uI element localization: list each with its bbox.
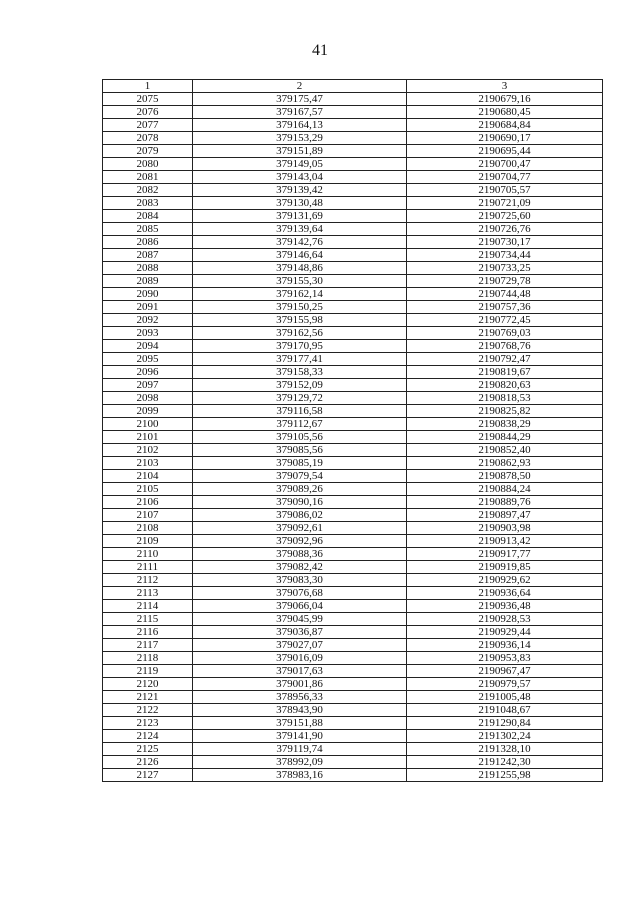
y-coordinate-cell: 2190772,45 bbox=[407, 314, 603, 327]
table-row bbox=[103, 106, 603, 119]
y-coordinate-cell: 2190734,44 bbox=[407, 249, 603, 262]
table-row bbox=[103, 626, 603, 639]
point-number-cell: 2127 bbox=[103, 769, 193, 782]
y-coordinate-cell: 2190700,47 bbox=[407, 158, 603, 171]
point-number-cell: 2112 bbox=[103, 574, 193, 587]
x-coordinate-cell: 379027,07 bbox=[193, 639, 407, 652]
y-coordinate-cell: 2191005,48 bbox=[407, 691, 603, 704]
point-number-cell: 2095 bbox=[103, 353, 193, 366]
x-coordinate-cell: 379045,99 bbox=[193, 613, 407, 626]
point-number-cell: 2104 bbox=[103, 470, 193, 483]
table-row bbox=[103, 717, 603, 730]
x-coordinate-cell: 379085,56 bbox=[193, 444, 407, 457]
x-coordinate-cell: 379131,69 bbox=[193, 210, 407, 223]
table-row bbox=[103, 756, 603, 769]
table-row bbox=[103, 236, 603, 249]
point-number-cell: 2082 bbox=[103, 184, 193, 197]
column-header-2: 2 bbox=[193, 80, 407, 93]
y-coordinate-cell: 2190705,57 bbox=[407, 184, 603, 197]
x-coordinate-cell: 379089,26 bbox=[193, 483, 407, 496]
x-coordinate-cell: 379139,42 bbox=[193, 184, 407, 197]
x-coordinate-cell: 379086,02 bbox=[193, 509, 407, 522]
table-row bbox=[103, 483, 603, 496]
y-coordinate-cell: 2190884,24 bbox=[407, 483, 603, 496]
point-number-cell: 2076 bbox=[103, 106, 193, 119]
x-coordinate-cell: 379105,56 bbox=[193, 431, 407, 444]
y-coordinate-cell: 2190953,83 bbox=[407, 652, 603, 665]
point-number-cell: 2087 bbox=[103, 249, 193, 262]
y-coordinate-cell: 2191048,67 bbox=[407, 704, 603, 717]
point-number-cell: 2118 bbox=[103, 652, 193, 665]
point-number-cell: 2080 bbox=[103, 158, 193, 171]
point-number-cell: 2102 bbox=[103, 444, 193, 457]
x-coordinate-cell: 379129,72 bbox=[193, 392, 407, 405]
table-row bbox=[103, 613, 603, 626]
y-coordinate-cell: 2190967,47 bbox=[407, 665, 603, 678]
point-number-cell: 2125 bbox=[103, 743, 193, 756]
x-coordinate-cell: 379167,57 bbox=[193, 106, 407, 119]
x-coordinate-cell: 379142,76 bbox=[193, 236, 407, 249]
point-number-cell: 2121 bbox=[103, 691, 193, 704]
y-coordinate-cell: 2191290,84 bbox=[407, 717, 603, 730]
y-coordinate-cell: 2190726,76 bbox=[407, 223, 603, 236]
x-coordinate-cell: 379148,86 bbox=[193, 262, 407, 275]
table-row bbox=[103, 288, 603, 301]
table-row bbox=[103, 587, 603, 600]
table-row bbox=[103, 314, 603, 327]
page-number: 41 bbox=[312, 42, 328, 59]
y-coordinate-cell: 2191302,24 bbox=[407, 730, 603, 743]
y-coordinate-cell: 2190928,53 bbox=[407, 613, 603, 626]
x-coordinate-cell: 379036,87 bbox=[193, 626, 407, 639]
x-coordinate-cell: 379112,67 bbox=[193, 418, 407, 431]
table-row bbox=[103, 418, 603, 431]
point-number-cell: 2106 bbox=[103, 496, 193, 509]
x-coordinate-cell: 379151,88 bbox=[193, 717, 407, 730]
y-coordinate-cell: 2190725,60 bbox=[407, 210, 603, 223]
y-coordinate-cell: 2190919,85 bbox=[407, 561, 603, 574]
table-row bbox=[103, 509, 603, 522]
y-coordinate-cell: 2190819,67 bbox=[407, 366, 603, 379]
table-row bbox=[103, 223, 603, 236]
y-coordinate-cell: 2190897,47 bbox=[407, 509, 603, 522]
point-number-cell: 2123 bbox=[103, 717, 193, 730]
y-coordinate-cell: 2190680,45 bbox=[407, 106, 603, 119]
y-coordinate-cell: 2190679,16 bbox=[407, 93, 603, 106]
y-coordinate-cell: 2190730,17 bbox=[407, 236, 603, 249]
y-coordinate-cell: 2190684,84 bbox=[407, 119, 603, 132]
point-number-cell: 2081 bbox=[103, 171, 193, 184]
table-row bbox=[103, 353, 603, 366]
point-number-cell: 2126 bbox=[103, 756, 193, 769]
point-number-cell: 2098 bbox=[103, 392, 193, 405]
table-row bbox=[103, 574, 603, 587]
table-row bbox=[103, 210, 603, 223]
point-number-cell: 2097 bbox=[103, 379, 193, 392]
point-number-cell: 2099 bbox=[103, 405, 193, 418]
table-row bbox=[103, 327, 603, 340]
x-coordinate-cell: 378992,09 bbox=[193, 756, 407, 769]
coordinates-table bbox=[102, 79, 603, 782]
x-coordinate-cell: 379092,61 bbox=[193, 522, 407, 535]
table-row bbox=[103, 470, 603, 483]
point-number-cell: 2096 bbox=[103, 366, 193, 379]
table-row bbox=[103, 444, 603, 457]
point-number-cell: 2078 bbox=[103, 132, 193, 145]
x-coordinate-cell: 379164,13 bbox=[193, 119, 407, 132]
table-row bbox=[103, 548, 603, 561]
y-coordinate-cell: 2190929,44 bbox=[407, 626, 603, 639]
y-coordinate-cell: 2191242,30 bbox=[407, 756, 603, 769]
point-number-cell: 2089 bbox=[103, 275, 193, 288]
point-number-cell: 2086 bbox=[103, 236, 193, 249]
x-coordinate-cell: 379162,56 bbox=[193, 327, 407, 340]
table-row bbox=[103, 665, 603, 678]
y-coordinate-cell: 2190979,57 bbox=[407, 678, 603, 691]
y-coordinate-cell: 2190733,25 bbox=[407, 262, 603, 275]
table-row bbox=[103, 93, 603, 106]
point-number-cell: 2091 bbox=[103, 301, 193, 314]
point-number-cell: 2124 bbox=[103, 730, 193, 743]
y-coordinate-cell: 2190768,76 bbox=[407, 340, 603, 353]
x-coordinate-cell: 379116,58 bbox=[193, 405, 407, 418]
x-coordinate-cell: 379088,36 bbox=[193, 548, 407, 561]
point-number-cell: 2122 bbox=[103, 704, 193, 717]
point-number-cell: 2084 bbox=[103, 210, 193, 223]
x-coordinate-cell: 379170,95 bbox=[193, 340, 407, 353]
y-coordinate-cell: 2190936,64 bbox=[407, 587, 603, 600]
point-number-cell: 2105 bbox=[103, 483, 193, 496]
table-row bbox=[103, 184, 603, 197]
y-coordinate-cell: 2190917,77 bbox=[407, 548, 603, 561]
y-coordinate-cell: 2190889,76 bbox=[407, 496, 603, 509]
table-row bbox=[103, 366, 603, 379]
y-coordinate-cell: 2190878,50 bbox=[407, 470, 603, 483]
x-coordinate-cell: 379155,98 bbox=[193, 314, 407, 327]
y-coordinate-cell: 2190820,63 bbox=[407, 379, 603, 392]
x-coordinate-cell: 379150,25 bbox=[193, 301, 407, 314]
point-number-cell: 2090 bbox=[103, 288, 193, 301]
y-coordinate-cell: 2190825,82 bbox=[407, 405, 603, 418]
point-number-cell: 2077 bbox=[103, 119, 193, 132]
x-coordinate-cell: 379143,04 bbox=[193, 171, 407, 184]
point-number-cell: 2113 bbox=[103, 587, 193, 600]
point-number-cell: 2109 bbox=[103, 535, 193, 548]
table-row bbox=[103, 600, 603, 613]
table-row bbox=[103, 171, 603, 184]
x-coordinate-cell: 379090,16 bbox=[193, 496, 407, 509]
y-coordinate-cell: 2190695,44 bbox=[407, 145, 603, 158]
x-coordinate-cell: 379001,86 bbox=[193, 678, 407, 691]
point-number-cell: 2093 bbox=[103, 327, 193, 340]
x-coordinate-cell: 379083,30 bbox=[193, 574, 407, 587]
x-coordinate-cell: 379153,29 bbox=[193, 132, 407, 145]
table-row bbox=[103, 145, 603, 158]
y-coordinate-cell: 2190721,09 bbox=[407, 197, 603, 210]
table-header-row bbox=[103, 80, 603, 93]
table-row bbox=[103, 392, 603, 405]
point-number-cell: 2101 bbox=[103, 431, 193, 444]
point-number-cell: 2100 bbox=[103, 418, 193, 431]
table-row bbox=[103, 197, 603, 210]
y-coordinate-cell: 2190792,47 bbox=[407, 353, 603, 366]
x-coordinate-cell: 379152,09 bbox=[193, 379, 407, 392]
point-number-cell: 2103 bbox=[103, 457, 193, 470]
y-coordinate-cell: 2190818,53 bbox=[407, 392, 603, 405]
point-number-cell: 2094 bbox=[103, 340, 193, 353]
table-row bbox=[103, 522, 603, 535]
table-row bbox=[103, 275, 603, 288]
x-coordinate-cell: 379177,41 bbox=[193, 353, 407, 366]
y-coordinate-cell: 2190744,48 bbox=[407, 288, 603, 301]
x-coordinate-cell: 379119,74 bbox=[193, 743, 407, 756]
x-coordinate-cell: 379085,19 bbox=[193, 457, 407, 470]
table-row bbox=[103, 249, 603, 262]
column-header-3: 3 bbox=[407, 80, 603, 93]
table-row bbox=[103, 431, 603, 444]
x-coordinate-cell: 379082,42 bbox=[193, 561, 407, 574]
y-coordinate-cell: 2190913,42 bbox=[407, 535, 603, 548]
y-coordinate-cell: 2190757,36 bbox=[407, 301, 603, 314]
table-row bbox=[103, 691, 603, 704]
x-coordinate-cell: 378943,90 bbox=[193, 704, 407, 717]
table-row bbox=[103, 158, 603, 171]
point-number-cell: 2085 bbox=[103, 223, 193, 236]
x-coordinate-cell: 379149,05 bbox=[193, 158, 407, 171]
x-coordinate-cell: 379155,30 bbox=[193, 275, 407, 288]
table-row bbox=[103, 496, 603, 509]
point-number-cell: 2116 bbox=[103, 626, 193, 639]
table-row bbox=[103, 262, 603, 275]
table-row bbox=[103, 301, 603, 314]
y-coordinate-cell: 2190936,48 bbox=[407, 600, 603, 613]
x-coordinate-cell: 379076,68 bbox=[193, 587, 407, 600]
y-coordinate-cell: 2190862,93 bbox=[407, 457, 603, 470]
y-coordinate-cell: 2190729,78 bbox=[407, 275, 603, 288]
x-coordinate-cell: 379130,48 bbox=[193, 197, 407, 210]
x-coordinate-cell: 379016,09 bbox=[193, 652, 407, 665]
table-row bbox=[103, 405, 603, 418]
y-coordinate-cell: 2190903,98 bbox=[407, 522, 603, 535]
table-row bbox=[103, 561, 603, 574]
table-row bbox=[103, 639, 603, 652]
table-row bbox=[103, 379, 603, 392]
table-row bbox=[103, 457, 603, 470]
y-coordinate-cell: 2190936,14 bbox=[407, 639, 603, 652]
x-coordinate-cell: 379079,54 bbox=[193, 470, 407, 483]
x-coordinate-cell: 379141,90 bbox=[193, 730, 407, 743]
point-number-cell: 2110 bbox=[103, 548, 193, 561]
y-coordinate-cell: 2190704,77 bbox=[407, 171, 603, 184]
x-coordinate-cell: 379151,89 bbox=[193, 145, 407, 158]
x-coordinate-cell: 379175,47 bbox=[193, 93, 407, 106]
y-coordinate-cell: 2190690,17 bbox=[407, 132, 603, 145]
x-coordinate-cell: 379146,64 bbox=[193, 249, 407, 262]
y-coordinate-cell: 2190838,29 bbox=[407, 418, 603, 431]
table-row bbox=[103, 340, 603, 353]
table-row bbox=[103, 119, 603, 132]
point-number-cell: 2120 bbox=[103, 678, 193, 691]
point-number-cell: 2111 bbox=[103, 561, 193, 574]
table-row bbox=[103, 132, 603, 145]
y-coordinate-cell: 2191255,98 bbox=[407, 769, 603, 782]
table-row bbox=[103, 730, 603, 743]
point-number-cell: 2115 bbox=[103, 613, 193, 626]
y-coordinate-cell: 2190852,40 bbox=[407, 444, 603, 457]
x-coordinate-cell: 379158,33 bbox=[193, 366, 407, 379]
point-number-cell: 2083 bbox=[103, 197, 193, 210]
y-coordinate-cell: 2190769,03 bbox=[407, 327, 603, 340]
point-number-cell: 2114 bbox=[103, 600, 193, 613]
table-row bbox=[103, 535, 603, 548]
point-number-cell: 2107 bbox=[103, 509, 193, 522]
x-coordinate-cell: 379066,04 bbox=[193, 600, 407, 613]
y-coordinate-cell: 2190844,29 bbox=[407, 431, 603, 444]
y-coordinate-cell: 2191328,10 bbox=[407, 743, 603, 756]
x-coordinate-cell: 378956,33 bbox=[193, 691, 407, 704]
table-row bbox=[103, 652, 603, 665]
y-coordinate-cell: 2190929,62 bbox=[407, 574, 603, 587]
point-number-cell: 2117 bbox=[103, 639, 193, 652]
table-body bbox=[103, 93, 603, 782]
x-coordinate-cell: 379017,63 bbox=[193, 665, 407, 678]
x-coordinate-cell: 379139,64 bbox=[193, 223, 407, 236]
point-number-cell: 2108 bbox=[103, 522, 193, 535]
table-row bbox=[103, 704, 603, 717]
point-number-cell: 2119 bbox=[103, 665, 193, 678]
point-number-cell: 2079 bbox=[103, 145, 193, 158]
point-number-cell: 2092 bbox=[103, 314, 193, 327]
point-number-cell: 2088 bbox=[103, 262, 193, 275]
x-coordinate-cell: 379092,96 bbox=[193, 535, 407, 548]
table-row bbox=[103, 743, 603, 756]
x-coordinate-cell: 378983,16 bbox=[193, 769, 407, 782]
table-row bbox=[103, 678, 603, 691]
table-row bbox=[103, 769, 603, 782]
x-coordinate-cell: 379162,14 bbox=[193, 288, 407, 301]
column-header-1: 1 bbox=[103, 80, 193, 93]
point-number-cell: 2075 bbox=[103, 93, 193, 106]
